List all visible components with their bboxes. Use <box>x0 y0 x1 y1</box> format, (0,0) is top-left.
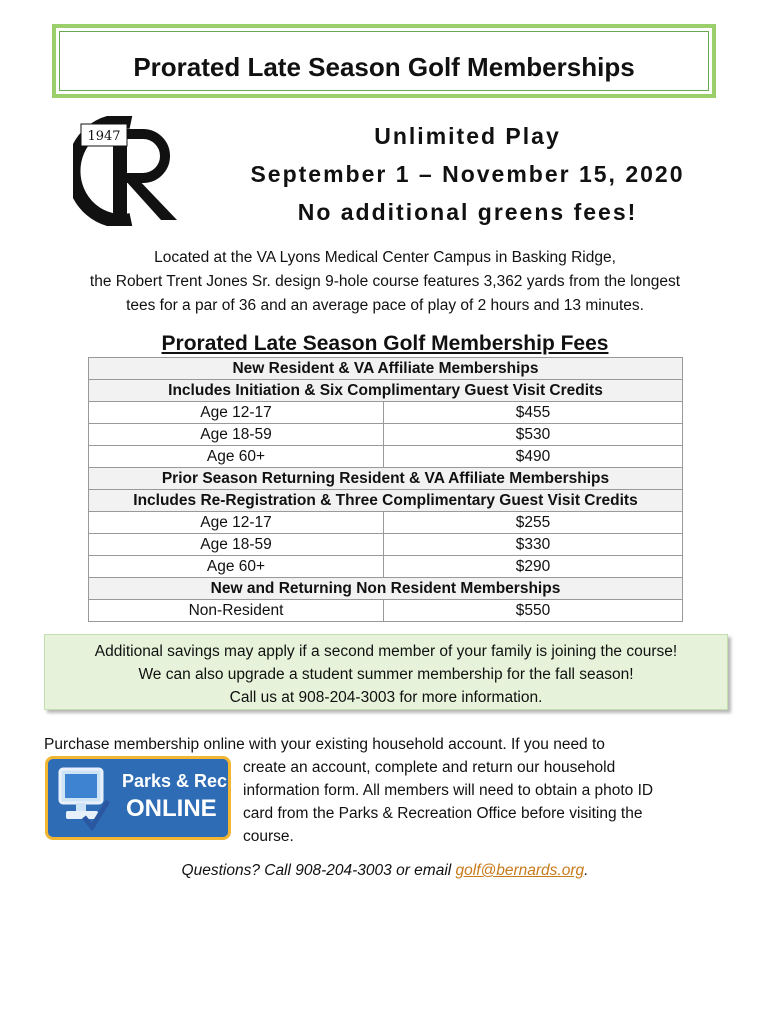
fees-table <box>88 357 683 622</box>
savings-line: Call us at 908-204-3003 for more information. <box>229 689 543 706</box>
table-row <box>89 556 683 578</box>
price-cell: $255 <box>384 512 683 534</box>
group-subheader: Includes Initiation & Six Complimentary Guest Visit Credits <box>89 380 683 402</box>
price-cell: $290 <box>384 556 683 578</box>
purchase-details <box>243 756 733 848</box>
table-row <box>89 446 683 468</box>
group-header: New Resident & VA Affiliate Memberships <box>89 358 683 380</box>
headline <box>225 117 710 231</box>
table-row <box>89 512 683 534</box>
group-header: Prior Season Returning Resident & VA Affiliate Memberships <box>89 468 683 490</box>
purchase-line: card from the Parks & Recreation Office before visiting the <box>243 805 643 822</box>
fees-title: Prorated Late Season Golf Membership Fees <box>161 332 609 355</box>
headline-fees: No additional greens fees! <box>297 199 638 225</box>
price-cell: $550 <box>384 600 683 622</box>
purchase-line: course. <box>243 828 294 845</box>
online-label: ONLINE <box>126 795 217 822</box>
age-cell: Age 60+ <box>89 556 384 578</box>
price-cell: $490 <box>384 446 683 468</box>
parks-rec-label: Parks & Rec <box>122 771 228 791</box>
logo-stem <box>113 134 127 220</box>
title-box <box>52 24 716 98</box>
savings-line: Additional savings may apply if a second member of your family is joining the course! <box>94 643 678 660</box>
course-description <box>30 246 740 318</box>
page-title: Prorated Late Season Golf Memberships <box>133 52 635 82</box>
age-cell: Age 18-59 <box>89 534 384 556</box>
group-header: New and Returning Non Resident Memberships <box>89 578 683 600</box>
headline-dates: September 1 – November 15, 2020 <box>250 161 685 187</box>
price-cell: $455 <box>384 402 683 424</box>
purchase-intro: Purchase membership online with your existing household account. If you need to <box>44 736 605 753</box>
questions-line <box>0 862 770 880</box>
description-line: tees for a par of 36 and an average pace of play of 2 hours and 13 minutes. <box>126 297 644 314</box>
questions-suffix: . <box>584 862 589 879</box>
age-cell: Non-Resident <box>89 600 384 622</box>
savings-callout <box>44 634 728 710</box>
purchase-line: information form. All members will need to obtain a photo ID <box>243 782 654 799</box>
table-row <box>89 402 683 424</box>
price-cell: $330 <box>384 534 683 556</box>
age-cell: Age 12-17 <box>89 512 384 534</box>
email-link[interactable]: golf@bernards.org <box>455 862 585 879</box>
table-row <box>89 600 683 622</box>
logo-year: 1947 <box>87 129 121 144</box>
club-logo <box>73 116 185 226</box>
purchase-line: create an account, complete and return our household <box>243 759 616 776</box>
age-cell: Age 18-59 <box>89 424 384 446</box>
description-line: the Robert Trent Jones Sr. design 9-hole course features 3,362 yards from the longest <box>89 273 681 290</box>
headline-play: Unlimited Play <box>374 123 561 149</box>
price-cell: $530 <box>384 424 683 446</box>
table-row <box>89 534 683 556</box>
parks-rec-online-button[interactable] <box>45 756 231 840</box>
table-row <box>89 424 683 446</box>
savings-line: We can also upgrade a student summer membership for the fall season! <box>138 666 634 683</box>
computer-check-icon <box>54 761 114 835</box>
group-subheader: Includes Re-Registration & Three Complimentary Guest Visit Credits <box>89 490 683 512</box>
questions-text: Questions? Call 908-204-3003 or email <box>181 862 456 879</box>
age-cell: Age 12-17 <box>89 402 384 424</box>
age-cell: Age 60+ <box>89 446 384 468</box>
description-line: Located at the VA Lyons Medical Center Campus in Basking Ridge, <box>154 249 616 266</box>
